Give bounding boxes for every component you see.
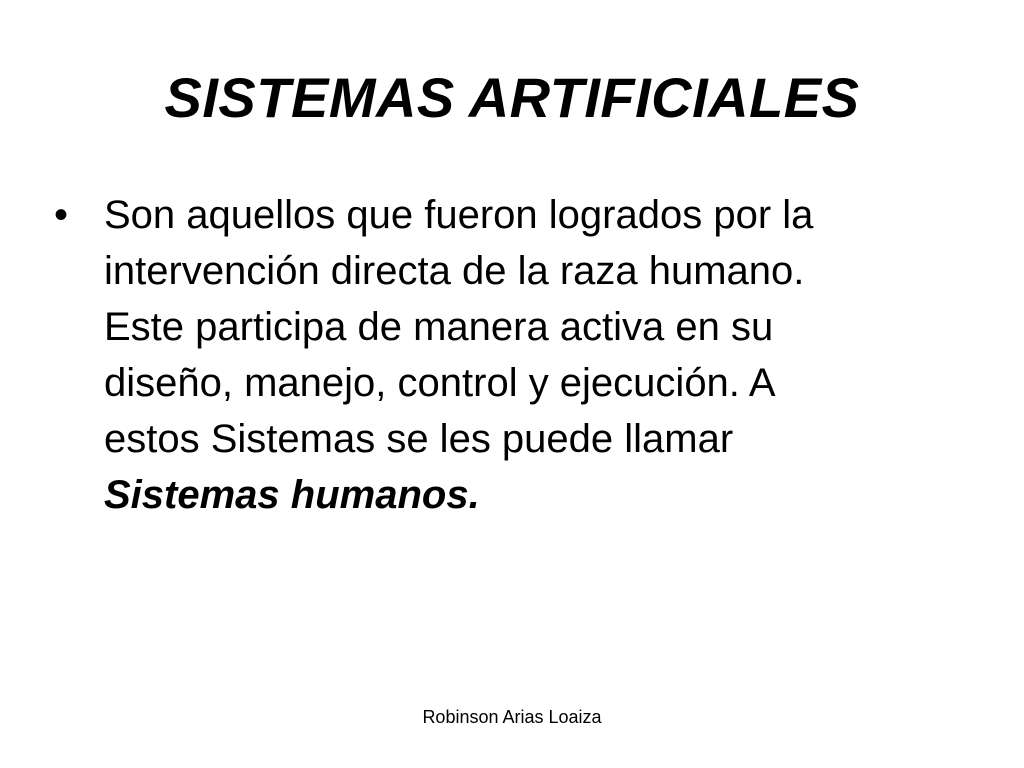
bullet-list	[54, 187, 954, 523]
body-line-3: Este participa de manera activa en su	[104, 305, 774, 349]
slide-title: SISTEMAS ARTIFICIALES	[164, 66, 860, 129]
emphasis-text: Sistemas humanos.	[104, 473, 480, 517]
bullet-icon: •	[54, 193, 69, 237]
footer-author: Robinson Arias Loaiza	[422, 707, 602, 727]
body-line-4: diseño, manejo, control y ejecución. A	[104, 361, 776, 405]
body-line-5: estos Sistemas se les puede llamar	[104, 417, 734, 461]
bullet-item	[54, 187, 954, 523]
body-line-2: intervención directa de la raza humano.	[104, 249, 805, 293]
body-line-1: Son aquellos que fueron logrados por la	[104, 193, 814, 237]
